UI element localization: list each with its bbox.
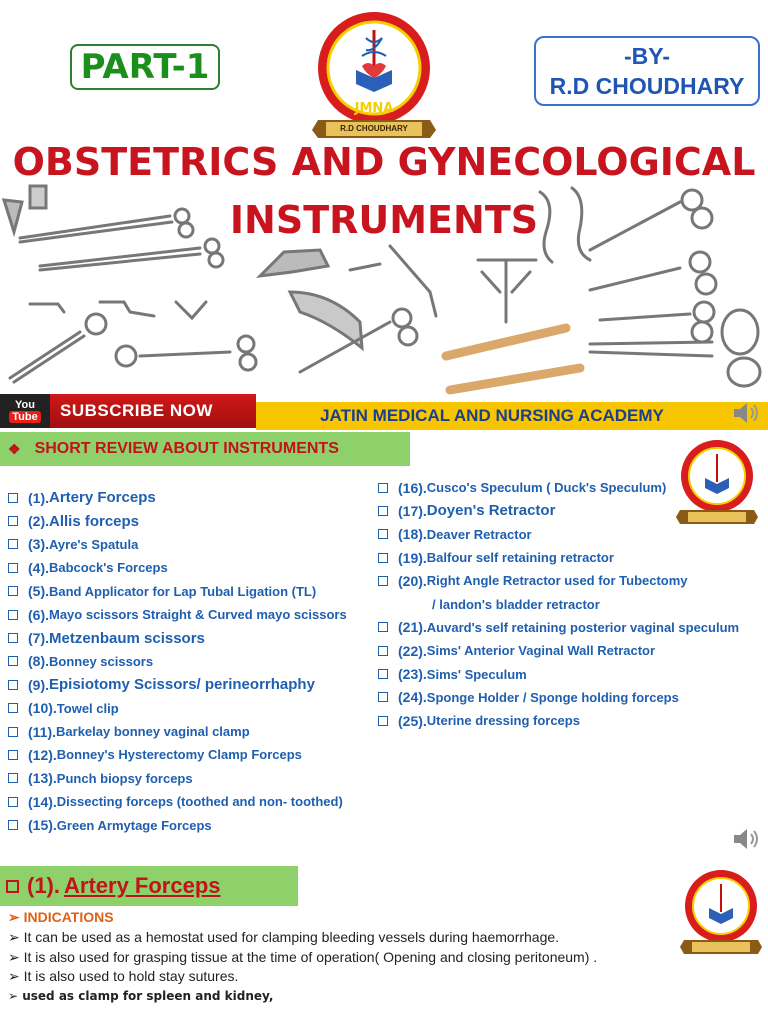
speaker-icon[interactable] [730,826,760,852]
checkbox-bullet-icon [8,586,18,596]
part-label: PART-1 [70,44,220,90]
list-item: (12). Bonney's Hysterectomy Clamp Forceps [8,743,347,766]
checkbox-bullet-icon [8,563,18,573]
diamond-bullet-icon: ❖ [8,440,21,457]
checkbox-bullet-icon [378,506,388,516]
checkbox-bullet-icon [378,622,388,632]
subscribe-button[interactable] [0,394,256,428]
list-item: (20). Right Angle Retractor used for Tubectomy [378,569,739,592]
list-item: (13). Punch biopsy forceps [8,767,347,790]
svg-text:JMNA: JMNA [354,101,394,116]
checkbox-bullet-icon [378,669,388,679]
list-item: (18). Deaver Retractor [378,523,739,546]
list-item: (25). Uterine dressing forceps [378,709,739,732]
checkbox-bullet-icon [8,493,18,503]
indication-item: ➢ It is also used to hold stay sutures. [8,968,239,984]
list-item: (11). Barkelay bonney vaginal clamp [8,720,347,743]
instrument-list-left [8,486,347,837]
list-item: (21). Auvard's self retaining posterior vaginal speculum [378,616,739,639]
checkbox-bullet-icon [8,797,18,807]
subscribe-label: SUBSCRIBE NOW [60,401,213,420]
checkbox-bullet-icon [8,539,18,549]
academy-logo [312,8,442,140]
list-item: (9). Episiotomy Scissors/ perineorrhaphy [8,673,347,696]
indication-item: ➢ It can be used as a hemostat used for clamping bleeding vessels during haemorrhage. [8,929,560,945]
list-item: (10). Towel clip [8,697,347,720]
section-heading-artery-forceps: (1). Artery Forceps [0,866,298,906]
list-item: (8). Bonney scissors [8,650,347,673]
checkbox-bullet-icon [8,516,18,526]
checkbox-bullet-icon [378,483,388,493]
checkbox-bullet-icon [8,610,18,620]
indications-label: ➢ INDICATIONS [8,909,114,925]
review-heading: ❖ SHORT REVIEW ABOUT INSTRUMENTS [0,432,410,466]
indications-list [8,928,597,1006]
list-item: (7). Metzenbaum scissors [8,626,347,649]
by-label: -BY- [624,43,670,69]
list-item: / landon's bladder retractor [432,596,600,612]
list-item: (19). Balfour self retaining retractor [378,546,739,569]
list-item: (16). Cusco's Speculum ( Duck's Speculum) [378,476,739,499]
checkbox-bullet-icon [6,880,19,893]
academy-logo-small [680,868,762,954]
checkbox-bullet-icon [8,656,18,666]
list-item: (2). Allis forceps [8,509,347,532]
page-title-line2: INSTRUMENTS [229,198,539,242]
checkbox-bullet-icon [378,692,388,702]
list-item: (5). Band Applicator for Lap Tubal Ligation (TL) [8,580,347,603]
checkbox-bullet-icon [8,750,18,760]
checkbox-bullet-icon [8,703,18,713]
checkbox-bullet-icon [378,716,388,726]
list-item: (23). Sims' Speculum [378,662,739,685]
author-name: R.D CHOUDHARY [549,73,745,99]
list-item: (22). Sims' Anterior Vaginal Wall Retractor [378,639,739,662]
author-box [534,36,760,106]
checkbox-bullet-icon [8,633,18,643]
list-item: (4). Babcock's Forceps [8,556,347,579]
checkbox-bullet-icon [378,646,388,656]
list-item: (6). Mayo scissors Straight & Curved mayo scissors [8,603,347,626]
checkbox-bullet-icon [8,680,18,690]
checkbox-bullet-icon [8,820,18,830]
list-item: (24). Sponge Holder / Sponge holding forceps [378,686,739,709]
logo-ribbon-text: R.D CHOUDHARY [340,124,408,133]
list-item: (17). Doyen's Retractor [378,499,739,522]
speaker-icon[interactable] [730,400,760,426]
list-item: (3). Ayre's Spatula [8,533,347,556]
indication-item: ➢ used as clamp for spleen and kidney, [8,988,274,1003]
checkbox-bullet-icon [8,727,18,737]
instrument-list-right [378,476,739,732]
checkbox-bullet-icon [378,553,388,563]
checkbox-bullet-icon [378,529,388,539]
list-item: (1). Artery Forceps [8,486,347,509]
indication-item: ➢ It is also used for grasping tissue at the time of operation( Opening and closing peritoneum) . [8,948,598,965]
youtube-icon: You Tube [0,394,50,428]
academy-banner: JATIN MEDICAL AND NURSING ACADEMY [256,402,768,430]
page-title-line1: OBSTETRICS AND GYNECOLOGICAL [12,140,756,184]
checkbox-bullet-icon [378,576,388,586]
checkbox-bullet-icon [8,773,18,783]
list-item: (14). Dissecting forceps (toothed and non- toothed) [8,790,347,813]
list-item: (15). Green Armytage Forceps [8,813,347,836]
